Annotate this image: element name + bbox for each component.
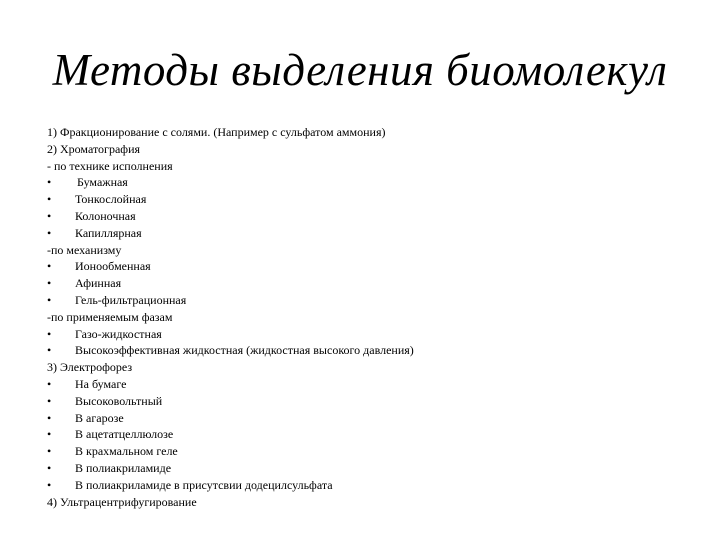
bullet-item — [47, 376, 687, 393]
bullet-item-text: Высоковольтный — [75, 393, 163, 408]
bullet-icon: • — [47, 460, 52, 475]
bullet-item-text: В ацетатцеллюлозе — [75, 427, 174, 442]
bullet-item — [47, 191, 687, 208]
bullet-item — [47, 477, 687, 494]
text-line: 3) Электрофорез — [47, 360, 133, 375]
bullet-icon: • — [47, 326, 52, 341]
bullet-icon: • — [47, 259, 52, 274]
bullet-item — [47, 174, 687, 191]
bullet-icon: • — [47, 276, 52, 291]
bullet-icon: • — [47, 208, 52, 223]
bullet-icon: • — [47, 376, 52, 391]
bullet-item-text: Бумажная — [77, 175, 128, 190]
bullet-item-text: Ионообменная — [75, 259, 151, 274]
bullet-icon: • — [47, 477, 52, 492]
bullet-item-text: Афинная — [75, 276, 122, 291]
bullet-item — [47, 208, 687, 225]
bullet-item-text: В агарозе — [75, 410, 124, 425]
bullet-item-text: Тонкослойная — [75, 192, 147, 207]
bullet-item — [47, 292, 687, 309]
bullet-item — [47, 342, 687, 359]
bullet-item-text: В крахмальном геле — [75, 444, 178, 459]
text-line: -по применяемым фазам — [47, 309, 173, 324]
bullet-item — [47, 393, 687, 410]
bullet-item — [47, 225, 687, 242]
bullet-item-text: Гель-фильтрационная — [75, 292, 187, 307]
text-line: 4) Ультрацентрифугирование — [47, 494, 197, 509]
bullet-item-text: В полиакриламиде в присутсвии додецилсульфата — [75, 477, 333, 492]
bullet-item — [47, 326, 687, 343]
bullet-icon: • — [47, 192, 52, 207]
bullet-item — [47, 275, 687, 292]
bullet-icon: • — [47, 444, 52, 459]
bullet-item-text: Газо-жидкостная — [75, 326, 162, 341]
bullet-item-text: Капиллярная — [75, 225, 142, 240]
text-line: -по механизму — [47, 242, 122, 257]
bullet-item-text: Колоночная — [75, 208, 136, 223]
bullet-icon: • — [47, 175, 52, 190]
bullet-item — [47, 426, 687, 443]
text-line: - по технике исполнения — [47, 158, 173, 173]
bullet-icon: • — [47, 427, 52, 442]
text-line: 1) Фракционирование с солями. (Например с сульфатом аммония) — [47, 125, 386, 139]
bullet-item — [47, 460, 687, 477]
bullet-item-text: На бумаге — [75, 376, 127, 391]
bullet-item — [47, 410, 687, 427]
bullet-icon: • — [47, 292, 52, 307]
slide-title: Методы выделения биомолекул — [52, 45, 668, 95]
bullet-icon: • — [47, 410, 52, 425]
text-line: 2) Хроматография — [47, 141, 141, 156]
bullet-icon: • — [47, 225, 52, 240]
bullet-icon: • — [47, 343, 52, 358]
slide-content — [47, 124, 687, 510]
bullet-item-text: В полиакриламиде — [75, 460, 172, 475]
bullet-item — [47, 443, 687, 460]
bullet-item — [47, 258, 687, 275]
bullet-icon: • — [47, 393, 52, 408]
bullet-item-text: Высокоэффективная жидкостная (жидкостная высокого давления) — [75, 343, 414, 358]
